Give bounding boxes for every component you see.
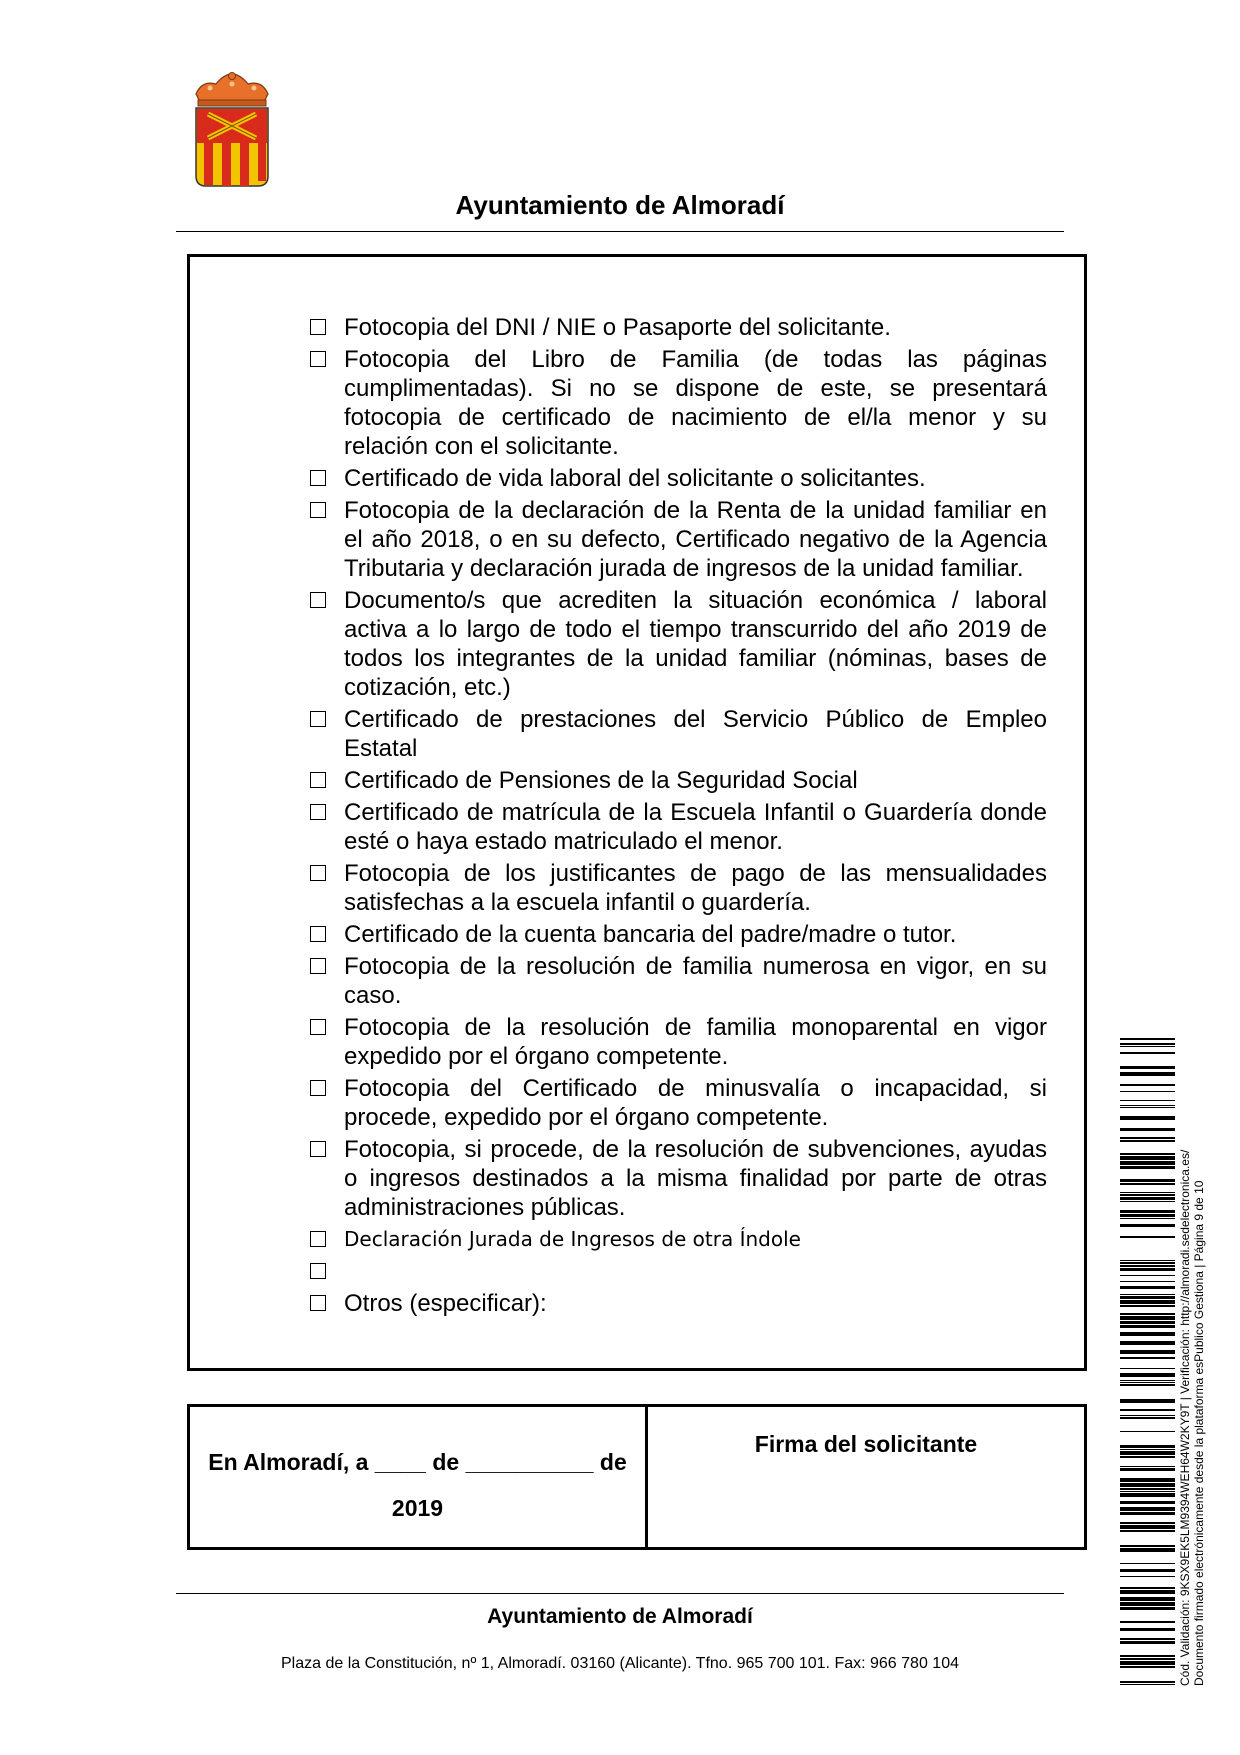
checkbox[interactable] [310,1295,326,1311]
checkbox[interactable] [310,958,326,974]
footer-divider [176,1593,1064,1594]
header-title: Ayuntamiento de Almoradí [455,190,785,220]
checkbox[interactable] [310,804,326,820]
checklist-item-text: Certificado de Pensiones de la Seguridad Social [344,767,858,794]
checkbox[interactable] [310,319,326,335]
documents-checklist [310,313,1047,1321]
checklist-item-text: Fotocopia de la resolución de familia monoparental en vigor expedido por el órgano competente. [344,1014,1047,1070]
year-line: 2019 [391,1495,444,1521]
coat-of-arms-logo [190,72,274,190]
checklist-item [310,313,1047,342]
checkbox[interactable] [310,1141,326,1157]
checkbox[interactable] [310,1080,326,1096]
checkbox[interactable] [310,1263,326,1279]
signature-cell [648,1407,1084,1547]
checkbox[interactable] [310,470,326,486]
checklist-item [310,1013,1047,1071]
checklist-item-text: Fotocopia del DNI / NIE o Pasaporte del solicitante. [344,314,891,341]
checklist-item-text: Fotocopia del Libro de Familia (de todas las páginas cumplimentadas). Si no se dispone de este, se presentará fotocopia de certificado de nacimiento de el/la menor y su relación con el solicitante. [344,346,1047,460]
checklist-item-text: Certificado de matrícula de la Escuela Infantil o Guardería donde esté o haya estado matriculado el menor. [344,799,1047,855]
footer-address: Plaza de la Constitución, nº 1, Almoradí. 03160 (Alicante). Tfno. 965 700 101. Fax: 966 780 104 [281,1655,959,1672]
checklist-item-text: Certificado de vida laboral del solicitante o solicitantes. [344,465,926,492]
checklist-item-text: Documento/s que acrediten la situación económica / laboral activa a lo largo de todo el tiempo transcurrido del año 2019 de todos los integrantes de la unidad familiar (nóminas, bases de cotización, etc.) [344,587,1047,701]
verification-line-2: Documento firmado electrónicamente desde la plataforma esPublico Gestiona | Página 9 de 10 [1192,1180,1206,1686]
checkbox[interactable] [310,772,326,788]
checkbox[interactable] [310,1231,326,1247]
signature-table [187,1404,1087,1550]
checklist-item [310,766,1047,795]
checklist-item-text: Fotocopia, si procede, de la resolución de subvenciones, ayudas o ingresos destinados a la misma finalidad por parte de otras administraciones públicas. [344,1136,1047,1221]
checklist-item [310,586,1047,702]
checklist-item [310,496,1047,583]
checkbox[interactable] [310,865,326,881]
checkbox[interactable] [310,926,326,942]
header-divider [176,231,1064,232]
checklist-item [310,952,1047,1010]
checklist-item-text: Fotocopia de los justificantes de pago de las mensualidades satisfechas a la escuela infantil o guardería. [344,860,1047,916]
checklist-item [310,464,1047,493]
checkbox[interactable] [310,592,326,608]
checklist-item-text: Fotocopia de la declaración de la Renta de la unidad familiar en el año 2018, o en su defecto, Certificado negativo de la Agencia Tributaria y declaración jurada de ingresos de la unidad familiar. [344,497,1047,582]
barcode [1120,1038,1175,1686]
checklist-item [310,345,1047,461]
place-date-line: En Almoradí, a ____ de __________ de [208,1449,627,1475]
checklist-item [310,1074,1047,1132]
checklist-item [310,705,1047,763]
signature-label: Firma del solicitante [754,1431,978,1457]
checklist-item-text: Declaración Jurada de Ingresos de otra Índole [344,1227,801,1251]
checklist-item-text: Fotocopia de la resolución de familia numerosa en vigor, en su caso. [344,953,1047,1009]
place-date-cell [190,1407,648,1547]
verification-line-1: Cód. Validación: 9KSX9EK5LM9394WEH64W2KY9T | Verificación: http://almoradi.sedelectronica.es/ [1178,1149,1192,1686]
verification-text [1178,1036,1206,1686]
checklist-item [310,1135,1047,1222]
checklist-item-blank [310,1257,1047,1286]
checklist-item-text: Certificado de prestaciones del Servicio Público de Empleo Estatal [344,706,1047,762]
checkbox[interactable] [310,351,326,367]
checkbox[interactable] [310,711,326,727]
checklist-item [310,859,1047,917]
checklist-item-declaracion [310,1225,1047,1254]
checklist-item-text: Otros (especificar): [344,1290,547,1317]
checklist-item [310,920,1047,949]
checkbox[interactable] [310,502,326,518]
checklist-item-text: Fotocopia del Certificado de minusvalía o incapacidad, si procede, expedido por el órgano competente. [344,1075,1047,1131]
checkbox[interactable] [310,1019,326,1035]
checklist-item-text: Certificado de la cuenta bancaria del padre/madre o tutor. [344,921,957,948]
checklist-item-otros [310,1289,1047,1318]
footer-title: Ayuntamiento de Almoradí [487,1605,753,1628]
checklist-item [310,798,1047,856]
